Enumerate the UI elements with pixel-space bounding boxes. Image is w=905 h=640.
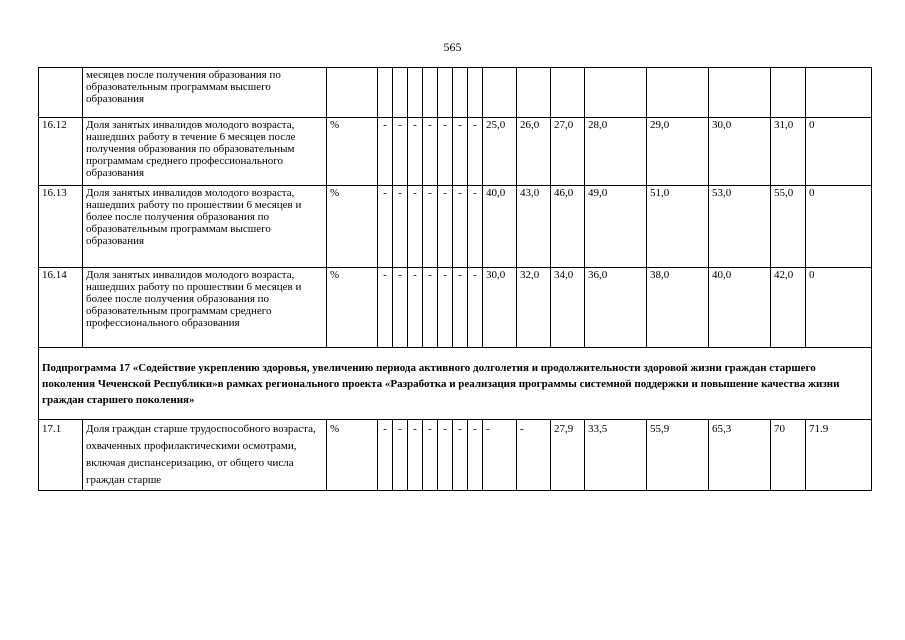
page-number: 565 [443, 40, 462, 54]
value-cell [483, 68, 517, 118]
indicator-name: Доля граждан старше трудоспособного возраста, охваченных профилактическими осмотрами, включая диспансеризацию, от общего числа граждан старше [83, 420, 327, 491]
value-cell: 38,0 [647, 268, 709, 348]
value-cell: 26,0 [517, 118, 551, 186]
value-cell: 70 [771, 420, 806, 491]
value-cell [647, 68, 709, 118]
table-row [39, 186, 872, 268]
value-cell: - [393, 118, 408, 186]
value-cell [709, 68, 771, 118]
value-cell: 29,0 [647, 118, 709, 186]
value-cell: - [378, 118, 393, 186]
value-cell: - [438, 118, 453, 186]
value-cell: - [378, 268, 393, 348]
value-cell: - [408, 420, 423, 491]
row-number: 16.14 [39, 268, 83, 348]
unit-cell: % [327, 420, 378, 491]
value-cell [468, 68, 483, 118]
value-cell: - [468, 420, 483, 491]
value-cell: 51,0 [647, 186, 709, 268]
value-cell [771, 68, 806, 118]
unit-cell: % [327, 118, 378, 186]
value-cell: - [453, 186, 468, 268]
value-cell: 55,9 [647, 420, 709, 491]
subprogram-title: Подпрограмма 17 «Содействие укреплению здоровья, увеличению периода активного долголетия и продолжительности здоровой жизни граждан старшего поколения Чеченской Республики»в рамках регионального проекта «Разработка и реализация программы системной поддержки и повышение качества жизни граждан старшего поколения» [39, 348, 872, 420]
unit-cell [327, 68, 378, 118]
value-cell: - [393, 186, 408, 268]
value-cell: - [468, 118, 483, 186]
value-cell: - [453, 118, 468, 186]
table-row [39, 68, 872, 118]
value-cell: - [453, 420, 468, 491]
value-cell: - [438, 186, 453, 268]
value-cell: 0 [806, 186, 872, 268]
value-cell: - [423, 268, 438, 348]
value-cell: - [438, 420, 453, 491]
value-cell: 33,5 [585, 420, 647, 491]
indicators-table [38, 67, 872, 491]
value-cell: 32,0 [517, 268, 551, 348]
row-number [39, 68, 83, 118]
value-cell [423, 68, 438, 118]
value-cell: - [438, 268, 453, 348]
value-cell: 40,0 [483, 186, 517, 268]
value-cell: - [378, 186, 393, 268]
row-number: 17.1 [39, 420, 83, 491]
value-cell: - [453, 268, 468, 348]
value-cell: 30,0 [709, 118, 771, 186]
indicator-name: месяцев после получения образования по образовательным программам высшего образования [83, 68, 327, 118]
unit-cell: % [327, 268, 378, 348]
value-cell: 31,0 [771, 118, 806, 186]
value-cell: - [423, 420, 438, 491]
indicator-name: Доля занятых инвалидов молодого возраста, нашедших работу в течение 6 месяцев после получения образования по образовательным программам среднего профессионального образования [83, 118, 327, 186]
value-cell: 27,9 [551, 420, 585, 491]
value-cell [453, 68, 468, 118]
subprogram-row [39, 348, 872, 420]
value-cell [408, 68, 423, 118]
value-cell [551, 68, 585, 118]
value-cell: 42,0 [771, 268, 806, 348]
value-cell: 49,0 [585, 186, 647, 268]
value-cell: 71.9 [806, 420, 872, 491]
value-cell: - [468, 268, 483, 348]
value-cell: 28,0 [585, 118, 647, 186]
value-cell: 27,0 [551, 118, 585, 186]
value-cell [806, 68, 872, 118]
value-cell: 0 [806, 268, 872, 348]
value-cell: 36,0 [585, 268, 647, 348]
value-cell: 53,0 [709, 186, 771, 268]
table-row [39, 420, 872, 491]
value-cell [517, 68, 551, 118]
unit-cell: % [327, 186, 378, 268]
table-row [39, 268, 872, 348]
value-cell: - [483, 420, 517, 491]
table-row [39, 118, 872, 186]
row-number: 16.12 [39, 118, 83, 186]
value-cell: - [517, 420, 551, 491]
value-cell: - [393, 420, 408, 491]
indicator-name: Доля занятых инвалидов молодого возраста, нашедших работу по прошествии 6 месяцев и более после получения образования по образовательным программам среднего профессионального образования [83, 268, 327, 348]
value-cell: - [468, 186, 483, 268]
value-cell: - [408, 118, 423, 186]
value-cell: 30,0 [483, 268, 517, 348]
value-cell: 46,0 [551, 186, 585, 268]
value-cell: - [408, 186, 423, 268]
value-cell [585, 68, 647, 118]
value-cell: 25,0 [483, 118, 517, 186]
value-cell [438, 68, 453, 118]
value-cell: 0 [806, 118, 872, 186]
value-cell: - [408, 268, 423, 348]
value-cell [378, 68, 393, 118]
value-cell: 65,3 [709, 420, 771, 491]
value-cell: - [423, 118, 438, 186]
value-cell: - [378, 420, 393, 491]
value-cell: 55,0 [771, 186, 806, 268]
value-cell: - [393, 268, 408, 348]
value-cell [393, 68, 408, 118]
value-cell: 40,0 [709, 268, 771, 348]
value-cell: - [423, 186, 438, 268]
value-cell: 43,0 [517, 186, 551, 268]
value-cell: 34,0 [551, 268, 585, 348]
indicator-name: Доля занятых инвалидов молодого возраста, нашедших работу по прошествии 6 месяцев и более после получения образования по образовательным программам высшего образования [83, 186, 327, 268]
row-number: 16.13 [39, 186, 83, 268]
